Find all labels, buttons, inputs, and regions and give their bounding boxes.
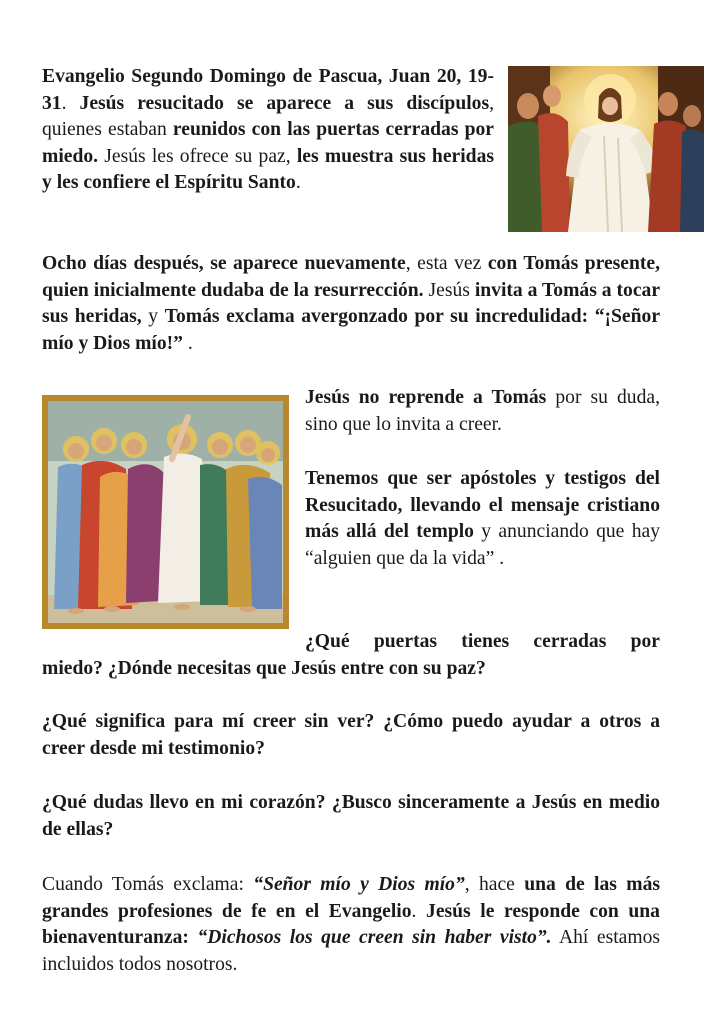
text-segment: Jesús les ofrece su paz, (98, 145, 297, 167)
question-text: ¿Qué puertas tienes cerradas por (305, 631, 660, 652)
text-segment: Cuando Tomás exclama: (42, 874, 254, 895)
text-segment: Ahí estamos incluidos todos nosotros. (42, 927, 660, 975)
text-quote: “Señor mío y Dios mío” (253, 874, 465, 895)
paragraph-thomas (42, 251, 660, 357)
text-segment: . (295, 172, 301, 194)
paragraph-no-rebuke (305, 385, 660, 438)
paragraph-gospel-intro (42, 64, 494, 197)
text-emphasis: con Tomás presente, quien inicialmente dudaba de la resurrección. (42, 253, 661, 301)
text-emphasis: reunidos con las puertas cerradas por miedo. (42, 119, 494, 167)
text-segment: , quienes estaban (42, 92, 494, 141)
text-segment: por su duda, sino que lo invita a creer. (305, 387, 660, 435)
question-doubts (42, 790, 660, 843)
risen-jesus-image (508, 66, 704, 232)
text-emphasis: Tenemos que ser apóstoles y testigos del Resucitado, llevando el mensaje cristiano más allá del templo (305, 468, 660, 543)
text-segment: . (411, 900, 427, 922)
text-segment: y anunciando que hay “alguien que da la vida” . (305, 521, 660, 569)
text-emphasis: Jesús le responde con una bienaventuranza: (42, 900, 660, 949)
doubting-thomas-image (42, 395, 289, 629)
text-segment: y (141, 306, 165, 328)
question-text: ¿Qué dudas llevo en mi corazón? ¿Busco sinceramente a Jesús en medio de ellas? (42, 792, 660, 840)
text-segment: . (182, 332, 193, 354)
paragraph-profession-of-faith (42, 872, 660, 978)
text-segment: , esta vez (405, 253, 488, 274)
text-emphasis: Ocho días después, se aparece nuevamente (42, 253, 406, 274)
question-closed-doors-line2 (42, 656, 660, 683)
question-closed-doors-line1 (305, 629, 660, 656)
question-text: miedo? ¿Dónde necesitas que Jesús entre con su paz? (42, 658, 486, 679)
text-emphasis: Tomás exclama avergonzado por su incredulidad: “¡Señor mío y Dios mío!” (42, 306, 661, 354)
question-believe-without-seeing (42, 709, 660, 762)
text-quote: “Dichosos los que creen sin haber visto”. (197, 927, 552, 949)
text-emphasis: invita a Tomás a tocar sus heridas, (42, 279, 661, 328)
question-text: ¿Qué significa para mí creer sin ver? ¿Cómo puedo ayudar a otros a creer desde mi testimonio? (42, 711, 660, 759)
text-segment: , hace (464, 874, 525, 895)
text-segment: . (61, 92, 80, 114)
text-emphasis: una de las más grandes profesiones de fe en el Evangelio (42, 874, 660, 922)
text-emphasis: Jesús resucitado se aparece a sus discípulos (79, 92, 490, 114)
text-emphasis: Jesús no reprende a Tomás (305, 387, 547, 408)
text-segment: Jesús (423, 279, 475, 301)
text-gospel-reference: Evangelio Segundo Domingo de Pascua, Juan 20, 19-31 (42, 66, 494, 114)
paragraph-apostles (305, 466, 660, 572)
text-emphasis: les muestra sus heridas y les confiere el Espíritu Santo (42, 145, 494, 194)
